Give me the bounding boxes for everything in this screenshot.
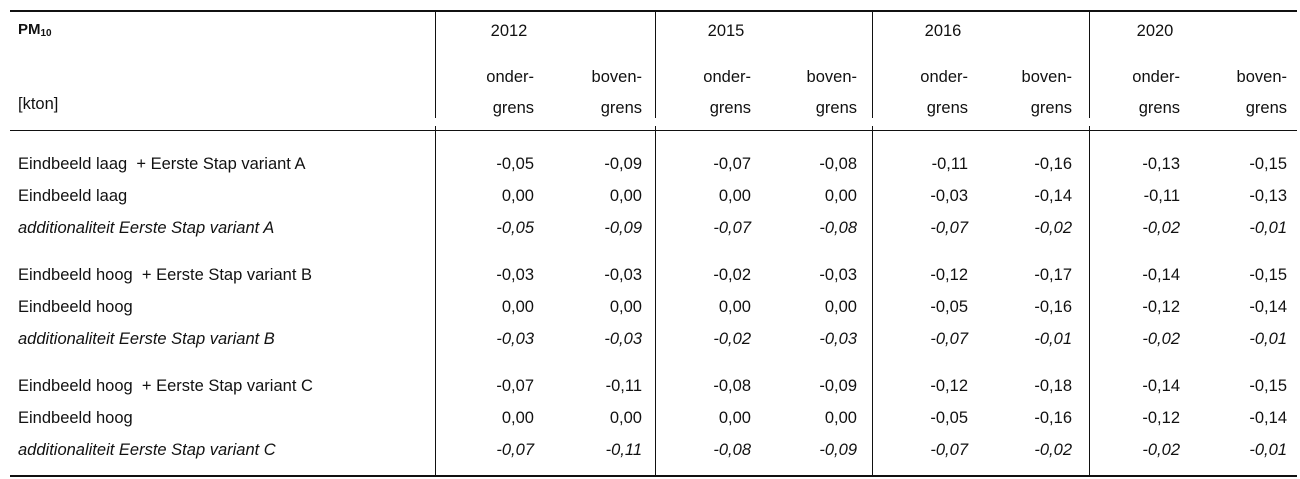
table-cell-value: 0,00 (501, 187, 534, 205)
year-header: 2020 (1136, 22, 1174, 40)
table-cell-value: -0,03 (496, 266, 534, 284)
lower-bound-header: grens (492, 99, 534, 117)
table-cell-value: 0,00 (609, 187, 642, 205)
upper-bound-header: boven- (1021, 68, 1072, 86)
row-label: Eindbeeld hoog (18, 298, 133, 316)
table-title-main: PM (18, 21, 41, 38)
table-cell-value: -0,07 (930, 441, 968, 459)
table-cell-value: -0,09 (604, 155, 642, 173)
table-title-subscript: 10 (40, 28, 52, 39)
table-cell-value: -0,08 (713, 377, 751, 395)
table-cell-value: -0,03 (604, 266, 642, 284)
table-cell-value: 0,00 (824, 187, 857, 205)
table-title (18, 20, 52, 44)
table-cell-value: -0,08 (819, 155, 857, 173)
table-cell-value: -0,14 (1142, 377, 1180, 395)
table-cell-value: -0,13 (1142, 155, 1180, 173)
table-cell-value: -0,11 (605, 377, 642, 395)
table-cell-value: -0,15 (1249, 377, 1287, 395)
table-cell-value: -0,02 (713, 330, 751, 348)
additionality-row-label: additionaliteit Eerste Stap variant A (18, 219, 275, 237)
table-cell-value: 0,00 (718, 187, 751, 205)
table-cell-value: -0,15 (1249, 266, 1287, 284)
row-label: Eindbeeld laag (18, 187, 128, 205)
table-cell-value: -0,03 (496, 330, 534, 348)
year-header: 2015 (707, 22, 745, 40)
table-cell-value: -0,01 (1249, 330, 1287, 348)
table-cell-value: -0,08 (819, 219, 857, 237)
row-label: Eindbeeld hoog (18, 409, 133, 427)
lower-bound-header: onder- (1132, 68, 1180, 86)
table-cell-value: -0,03 (930, 187, 968, 205)
table-cell-value: 0,00 (501, 409, 534, 427)
column-divider (655, 10, 656, 118)
table-cell-value: -0,02 (1142, 219, 1180, 237)
lower-bound-header: onder- (920, 68, 968, 86)
table-cell-value: -0,05 (930, 409, 968, 427)
emission-table (10, 10, 1297, 477)
upper-bound-header: boven- (591, 68, 642, 86)
table-cell-value: -0,11 (931, 155, 968, 173)
row-label: Eindbeeld hoog + Eerste Stap variant B (18, 266, 312, 284)
table-cell-value: -0,16 (1034, 155, 1072, 173)
table-cell-value: -0,12 (930, 377, 968, 395)
additionality-row-label: additionaliteit Eerste Stap variant B (18, 330, 275, 348)
table-cell-value: -0,15 (1249, 155, 1287, 173)
table-bottom-border (10, 475, 1297, 477)
table-cell-value: 0,00 (609, 298, 642, 316)
table-cell-value: -0,14 (1034, 187, 1072, 205)
column-divider (435, 126, 436, 475)
table-cell-value: -0,12 (930, 266, 968, 284)
table-cell-value: 0,00 (501, 298, 534, 316)
table-top-border (10, 10, 1297, 12)
table-cell-value: -0,09 (604, 219, 642, 237)
table-cell-value: -0,07 (930, 330, 968, 348)
table-cell-value: -0,05 (496, 155, 534, 173)
additionality-row-label: additionaliteit Eerste Stap variant C (18, 441, 276, 459)
row-label: Eindbeeld hoog + Eerste Stap variant C (18, 377, 313, 395)
lower-bound-header: onder- (486, 68, 534, 86)
column-divider (655, 126, 656, 475)
table-cell-value: -0,11 (605, 441, 642, 459)
table-cell-value: -0,12 (1142, 298, 1180, 316)
upper-bound-header: boven- (1236, 68, 1287, 86)
table-cell-value: -0,07 (496, 441, 534, 459)
table-cell-value: 0,00 (824, 298, 857, 316)
table-cell-value: -0,05 (496, 219, 534, 237)
table-cell-value: -0,14 (1249, 298, 1287, 316)
table-cell-value: -0,03 (604, 330, 642, 348)
table-cell-value: -0,16 (1034, 409, 1072, 427)
table-cell-value: -0,05 (930, 298, 968, 316)
table-cell-value: 0,00 (824, 409, 857, 427)
column-divider (872, 126, 873, 475)
upper-bound-header: grens (1030, 99, 1072, 117)
table-cell-value: -0,07 (713, 155, 751, 173)
lower-bound-header: grens (1138, 99, 1180, 117)
table-cell-value: -0,01 (1034, 330, 1072, 348)
table-cell-value: -0,14 (1249, 409, 1287, 427)
table-cell-value: -0,07 (496, 377, 534, 395)
table-cell-value: -0,16 (1034, 298, 1072, 316)
column-divider (435, 10, 436, 118)
table-cell-value: -0,14 (1142, 266, 1180, 284)
table-cell-value: -0,03 (819, 266, 857, 284)
table-cell-value: 0,00 (718, 298, 751, 316)
table-cell-value: -0,07 (713, 219, 751, 237)
table-cell-value: -0,13 (1249, 187, 1287, 205)
table-cell-value: -0,17 (1034, 266, 1072, 284)
table-cell-value: -0,07 (930, 219, 968, 237)
lower-bound-header: grens (709, 99, 751, 117)
upper-bound-header: grens (815, 99, 857, 117)
table-cell-value: -0,02 (1142, 441, 1180, 459)
table-cell-value: -0,03 (819, 330, 857, 348)
table-cell-value: -0,02 (1034, 219, 1072, 237)
table-cell-value: -0,09 (819, 377, 857, 395)
year-header: 2012 (490, 22, 528, 40)
upper-bound-header: grens (1245, 99, 1287, 117)
table-cell-value: -0,02 (713, 266, 751, 284)
table-cell-value: 0,00 (718, 409, 751, 427)
table-cell-value: -0,01 (1249, 441, 1287, 459)
row-label: Eindbeeld laag + Eerste Stap variant A (18, 155, 306, 173)
table-cell-value: -0,09 (819, 441, 857, 459)
lower-bound-header: grens (926, 99, 968, 117)
unit-label: [kton] (18, 95, 59, 113)
table-cell-value: -0,02 (1034, 441, 1072, 459)
table-cell-value: -0,18 (1034, 377, 1072, 395)
table-cell-value: -0,12 (1142, 409, 1180, 427)
upper-bound-header: boven- (806, 68, 857, 86)
table-cell-value: -0,02 (1142, 330, 1180, 348)
column-divider (872, 10, 873, 118)
year-header: 2016 (924, 22, 962, 40)
upper-bound-header: grens (600, 99, 642, 117)
lower-bound-header: onder- (703, 68, 751, 86)
table-cell-value: -0,08 (713, 441, 751, 459)
table-cell-value: -0,01 (1249, 219, 1287, 237)
table-cell-value: 0,00 (609, 409, 642, 427)
header-bottom-border (10, 130, 1297, 131)
table-cell-value: -0,11 (1143, 187, 1180, 205)
